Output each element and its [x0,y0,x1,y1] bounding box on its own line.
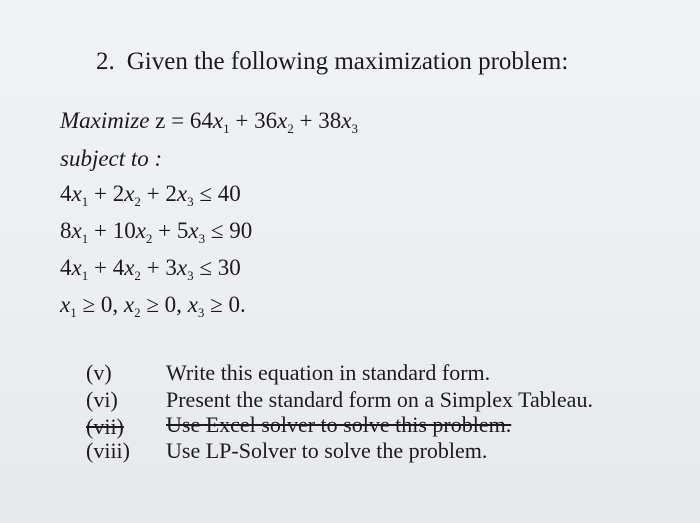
objective-function: Maximize $z = 64x_1 + 36x_2 + 38x_3$ [60,108,358,136]
part-label: (vii) [86,414,124,439]
objective-label: Maximize [60,108,150,133]
question-heading [96,48,568,76]
part-text: Write this equation in standard form. [166,360,491,385]
question-title: Given the following maximization problem: [126,48,569,75]
part-text: Use Excel solver to solve this problem. [166,412,512,437]
constraint-1: $4x_1 + 2x_2 + 2x_3 \le 40$ [60,181,241,209]
nonnegativity-constraint: $x_1 \ge 0$, $x_2 \ge 0$, $x_3 \ge 0$. [60,292,246,320]
part-label: (viii) [86,438,130,463]
question-number: 2. [96,48,115,75]
constraint-2: $8x_1 + 10x_2 + 5x_3 \le 90$ [60,218,253,246]
objective-coef-2: 36 [254,108,278,133]
part-label: (vi) [86,387,118,412]
objective-coef-3: 38 [318,108,342,133]
part-text: Use LP-Solver to solve the problem. [166,438,488,463]
part-label: (v) [86,360,112,385]
objective-coef-1: 64 [189,108,213,133]
subject-to-label: subject to : [60,146,163,171]
part-text: Present the standard form on a Simplex Tableau. [166,387,593,412]
constraint-3: $4x_1 + 4x_2 + 3x_3 \le 30$ [60,255,241,283]
objective-variable: z [155,108,166,133]
